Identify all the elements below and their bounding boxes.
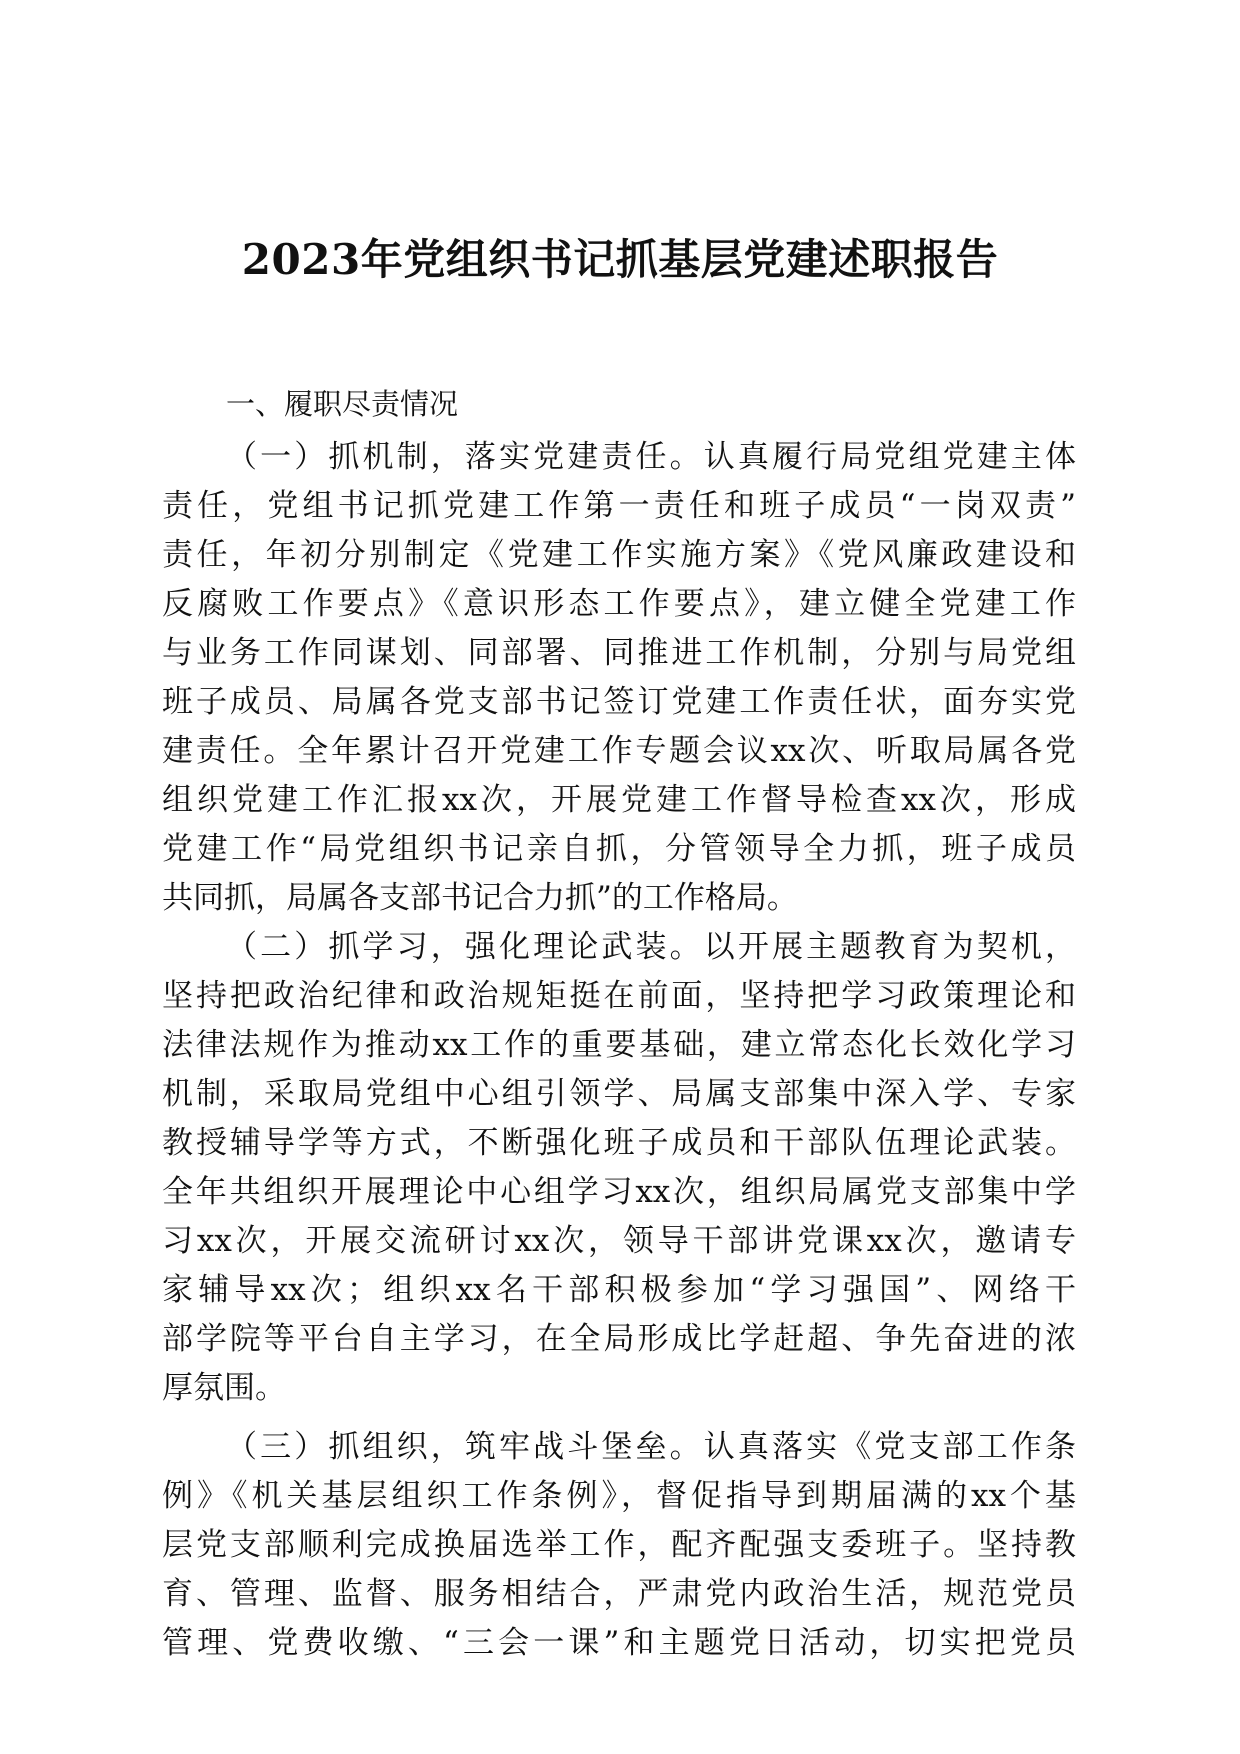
body-line: 共同抓，局属各支部书记合力抓”的工作格局。 (162, 880, 798, 916)
body-line: （三）抓组织，筑牢战斗堡垒。认真落实《党支部工作条 (226, 1429, 1076, 1465)
body-line: 全年共组织开展理论中心组学习xx次，组织局属党支部集中学 (162, 1174, 1076, 1210)
body-line: 家辅导xx次；组织xx名干部积极参加“学习强国”、网络干 (162, 1272, 1076, 1308)
body-line: 教授辅导学等方式，不断强化班子成员和干部队伍理论武装。 (162, 1125, 1076, 1161)
body-line: 班子成员、局属各党支部书记签订党建工作责任状，面夯实党 (162, 684, 1076, 720)
body-line: 法律法规作为推动xx工作的重要基础，建立常态化长效化学习 (162, 1027, 1076, 1063)
body-line: （二）抓学习，强化理论武装。以开展主题教育为契机， (226, 929, 1076, 965)
body-line: 育、管理、监督、服务相结合，严肃党内政治生活，规范党员 (162, 1576, 1076, 1612)
body-line: 习xx次，开展交流研讨xx次，领导干部讲党课xx次，邀请专 (162, 1223, 1076, 1259)
body-line: 机制，采取局党组中心组引领学、局属支部集中深入学、专家 (162, 1076, 1076, 1112)
body-line: 部学院等平台自主学习，在全局形成比学赶超、争先奋进的浓 (162, 1321, 1076, 1357)
body-line: 组织党建工作汇报xx次，开展党建工作督导检查xx次，形成 (162, 782, 1076, 818)
body-line: 层党支部顺利完成换届选举工作，配齐配强支委班子。坚持教 (162, 1527, 1076, 1563)
body-line: 建责任。全年累计召开党建工作专题会议xx次、听取局属各党 (162, 733, 1076, 769)
body-line: 党建工作“局党组织书记亲自抓，分管领导全力抓，班子成员 (162, 831, 1076, 867)
body-line: 责任，年初分别制定《党建工作实施方案》《党风廉政建设和 (162, 537, 1076, 573)
body-line: 责任，党组书记抓党建工作第一责任和班子成员“一岗双责” (162, 488, 1076, 524)
body-line: （一）抓机制，落实党建责任。认真履行局党组党建主体 (226, 439, 1076, 475)
body-line: 管理、党费收缴、“三会一课”和主题党日活动，切实把党员 (162, 1625, 1076, 1661)
body-line: 例》《机关基层组织工作条例》，督促指导到期届满的xx个基 (162, 1478, 1076, 1514)
body-line: 反腐败工作要点》《意识形态工作要点》，建立健全党建工作 (162, 586, 1076, 622)
section-heading: 一、履职尽责情况 (226, 387, 459, 421)
document-title: 2023年党组织书记抓基层党建述职报告 (241, 235, 999, 284)
body-line: 厚氛围。 (162, 1370, 286, 1406)
body-line: 与业务工作同谋划、同部署、同推进工作机制，分别与局党组 (162, 635, 1076, 671)
body-line: 坚持把政治纪律和政治规矩挺在前面，坚持把学习政策理论和 (162, 978, 1076, 1014)
